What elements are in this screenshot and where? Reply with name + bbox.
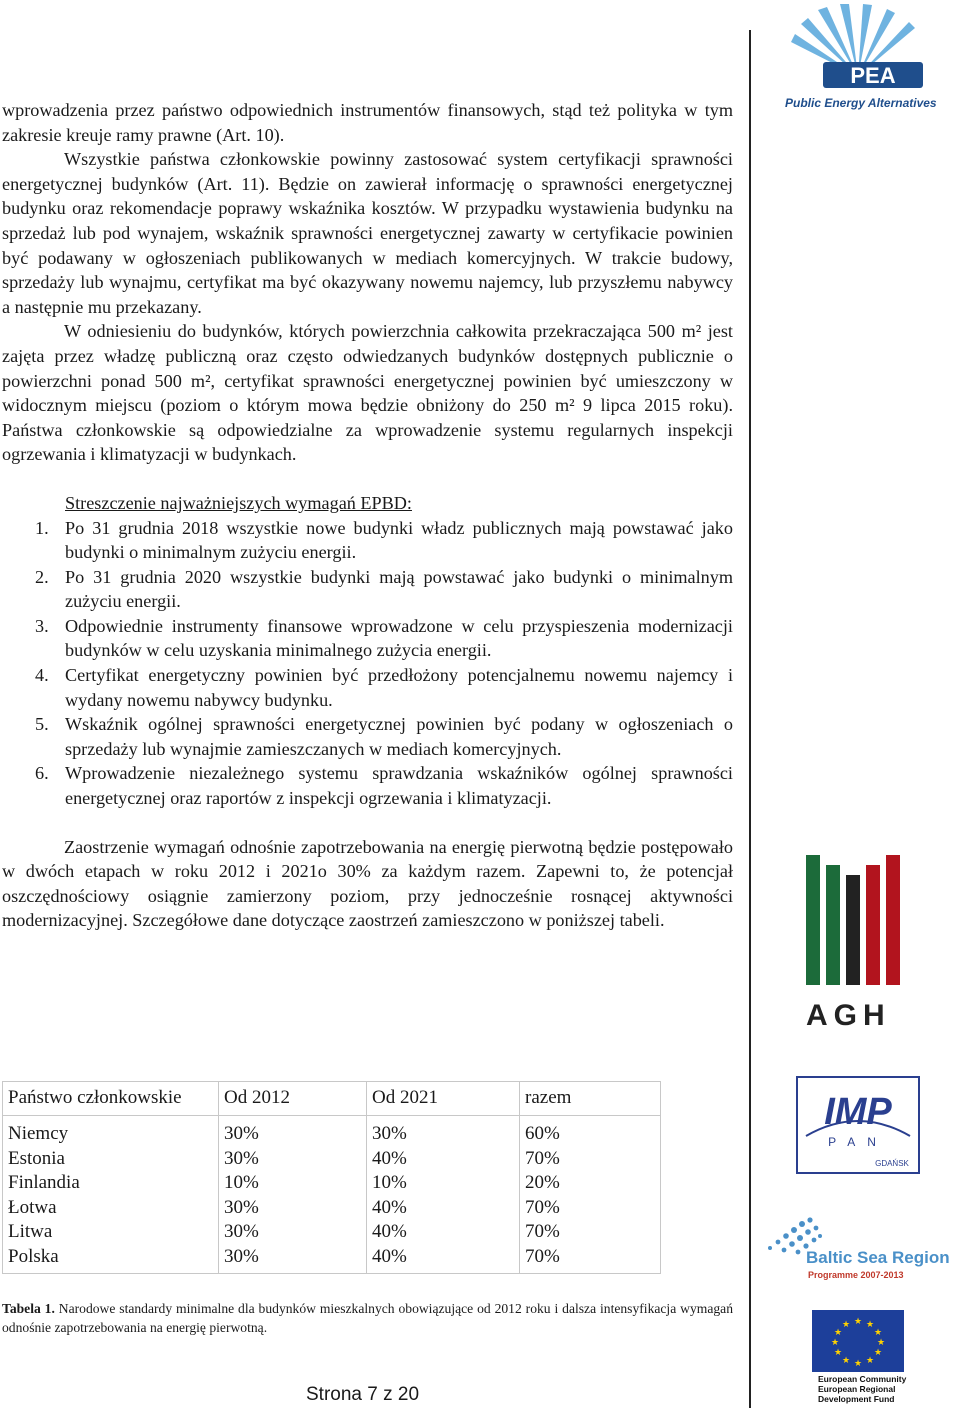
imp-mark: IMP	[824, 1091, 892, 1133]
cell-country: Łotwa	[8, 1196, 57, 1218]
svg-text:★: ★	[865, 1320, 875, 1330]
cell-value: 40%	[372, 1245, 407, 1267]
cell-value: 40%	[372, 1147, 407, 1169]
imp-sub: PAN	[828, 1135, 888, 1149]
list-item-number: 2.	[35, 566, 49, 587]
document-body	[2, 98, 733, 933]
header-from-2012: Od 2012	[219, 1082, 367, 1116]
list-item	[2, 712, 733, 761]
svg-text:★: ★	[865, 1356, 875, 1366]
cell-country: Litwa	[8, 1221, 53, 1242]
bsr-programme: Programme 2007-2013	[808, 1270, 904, 1280]
cell-value: 30%	[224, 1245, 259, 1267]
cell-value: 70%	[525, 1245, 560, 1267]
cell-value: 30%	[372, 1123, 407, 1144]
cell-value: 70%	[525, 1147, 560, 1169]
standards-table	[2, 1081, 661, 1274]
cell-value: 70%	[525, 1221, 560, 1242]
svg-text:★: ★	[873, 1348, 883, 1358]
list-item-text: Odpowiednie instrumenty finansowe wprowadzone w celu przyspieszenia modernizacji budynków w celu uzyskania minimalnego zużycia energii.	[65, 615, 733, 661]
cell-value: 30%	[224, 1123, 259, 1144]
table-header-row	[3, 1082, 661, 1116]
list-item-number: 3.	[35, 615, 49, 636]
list-item	[2, 565, 733, 614]
summary-title: Streszczenie najważniejszych wymagań EPBD:	[65, 492, 412, 513]
cell-value: 40%	[372, 1221, 407, 1242]
country-column	[3, 1116, 219, 1274]
table-row	[3, 1116, 661, 1274]
bsr-title: Baltic Sea Region	[806, 1248, 950, 1267]
sidebar-divider	[749, 30, 751, 1408]
paragraph-public-buildings: W odniesieniu do budynków, których powierzchnia całkowita przekraczająca 500 m² jest zajęta przez władzę publiczną oraz często odwiedzanych budynków dostępnych publicznie o powierzchni ponad 500 m², certyfikat sprawności energetycznej powinien być umieszczony w widocznym miejscu (poziom o którym mowa będzie obniżony do 250 m² 9 lipca 2015 roku). Państwa członkowskie są odpowiedzialne za wprowadzenie systemu regularnych inspekcji ogrzewania i klimatyzacji w budynkach.	[2, 321, 733, 465]
svg-text:★: ★	[876, 1338, 886, 1348]
svg-text:★: ★	[841, 1356, 851, 1366]
list-item-text: Po 31 grudnia 2018 wszystkie nowe budynki władz publicznych mają powstawać jako budynki o minimalnym zużyciu energii.	[65, 517, 733, 563]
svg-text:★: ★	[853, 1359, 863, 1369]
imp-pan-emblem-icon	[796, 1076, 920, 1174]
list-item	[2, 516, 733, 565]
pea-logo	[783, 4, 937, 112]
svg-text:★: ★	[830, 1338, 840, 1348]
svg-text:★: ★	[841, 1320, 851, 1330]
list-item-number: 1.	[35, 517, 49, 538]
agh-emblem-icon	[800, 855, 910, 995]
svg-text:★: ★	[853, 1317, 863, 1327]
page-number: Strona 7 z 20	[306, 1384, 420, 1405]
list-item-number: 5.	[35, 714, 49, 735]
list-item-text: Wprowadzenie niezależnego systemu sprawdzania wskaźników ogólnej sprawności energetycznej oraz raportów z inspekcji ogrzewania i klimatyzacji.	[65, 763, 733, 809]
svg-text:★: ★	[833, 1348, 843, 1358]
eu-flag-icon	[812, 1310, 904, 1372]
eu-line-2: European Regional	[818, 1384, 896, 1394]
list-item-number: 6.	[35, 763, 49, 784]
eu-logo	[812, 1310, 912, 1410]
header-from-2021: Od 2021	[367, 1082, 520, 1116]
cell-value: 30%	[224, 1147, 259, 1169]
cell-value: 30%	[224, 1196, 259, 1218]
eu-line-1: European Community	[818, 1374, 907, 1384]
total-column	[520, 1116, 661, 1274]
list-item-number: 4.	[35, 665, 49, 686]
header-total: razem	[520, 1082, 661, 1116]
table-caption	[2, 1299, 733, 1337]
pea-sunburst-icon	[783, 4, 933, 94]
eu-line-3: Development Fund	[818, 1394, 895, 1404]
eu-text	[818, 1374, 906, 1404]
list-item-text: Wskaźnik ogólnej sprawności energetycznej powinien być podany w ogłoszeniach o sprzedaży lub wynajmie zamieszczanych w mediach komercyjnych.	[65, 714, 733, 759]
list-item	[2, 663, 733, 712]
imp-pan-logo	[796, 1076, 920, 1174]
cell-value: 10%	[224, 1172, 259, 1193]
imp-city: GDAŃSK	[875, 1159, 909, 1168]
agh-logo	[800, 855, 910, 1035]
cell-country: Polska	[8, 1245, 59, 1267]
paragraph-certification: Wszystkie państwa członkowskie powinny zastosować system certyfikacji sprawności energetycznej budynków (Art. 11). Będzie on zawierał informację o sprawności energetycznej budynku oraz rekomendacje poprawy wskaźnika kosztów. W przypadku wystawienia budynku na sprzedaż lub pod wynajem, wskaźnik sprawności energetycznej zawarty w certyfikacie powinien być podawany w ogłoszeniach publikowanych w mediach komercyjnych. W trakcie budowy, sprzedaży lub wynajmu, certyfikat ma być okazywany nowemu najemcy, lub przyszłemu nabywcy a następnie mu przekazany.	[2, 149, 733, 317]
cell-country: Finlandia	[8, 1172, 80, 1193]
from-2012-column	[219, 1116, 367, 1274]
cell-value: 30%	[224, 1221, 259, 1242]
list-item	[2, 614, 733, 663]
svg-text:★: ★	[873, 1328, 883, 1338]
list-item-text: Po 31 grudnia 2020 wszystkie budynki mają powstawać jako budynki o minimalnym zużyciu energii.	[65, 566, 733, 612]
cell-value: 40%	[372, 1196, 407, 1218]
from-2021-column	[367, 1116, 520, 1274]
cell-value: 70%	[525, 1196, 560, 1218]
svg-text:★: ★	[833, 1328, 843, 1338]
cell-country: Estonia	[8, 1147, 65, 1169]
cell-country: Niemcy	[8, 1123, 69, 1144]
pea-name: Public Energy Alternatives	[785, 96, 937, 110]
requirements-list	[2, 516, 733, 811]
cell-value: 10%	[372, 1172, 407, 1193]
caption-label: Tabela 1.	[2, 1301, 55, 1316]
baltic-sea-region-logo	[760, 1208, 958, 1288]
cell-value: 20%	[525, 1172, 560, 1193]
caption-text: Narodowe standardy minimalne dla budynków mieszkalnych obowiązujące od 2012 roku i dalsza intensyfikacja wymagań odnośnie zapotrzebowania na energię pierwotną.	[2, 1301, 733, 1335]
header-country: Państwo członkowskie	[3, 1082, 219, 1116]
paragraph-primary-energy: Zaostrzenie wymagań odnośnie zapotrzebowania na energię pierwotną będzie postępowało w dwóch etapach w roku 2012 i 2021o 30% za każdym razem. Zapewni to, że potencjał oszczędnościowy osiągnie zamierzony poziom, przy jednocześnie rosnącej aktywności modernizacyjnej. Szczegółowe dane dotyczące zaostrzeń zamieszczono w poniższej tabeli.	[2, 836, 733, 931]
agh-letters: AGH	[806, 999, 891, 1032]
paragraph-financial-instruments: wprowadzenia przez państwo odpowiednich instrumentów finansowych, stąd też polityka w tym zakresie kreuje ramy prawne (Art. 10).	[2, 100, 733, 145]
list-item	[2, 761, 733, 810]
list-item-text: Certyfikat energetyczny powinien być przedłożony potencjalnemu nowemu najemcy i wydany nowemu nabywcy budynku.	[65, 665, 733, 710]
cell-value: 60%	[525, 1123, 560, 1144]
pea-mark: PEA	[850, 63, 896, 88]
